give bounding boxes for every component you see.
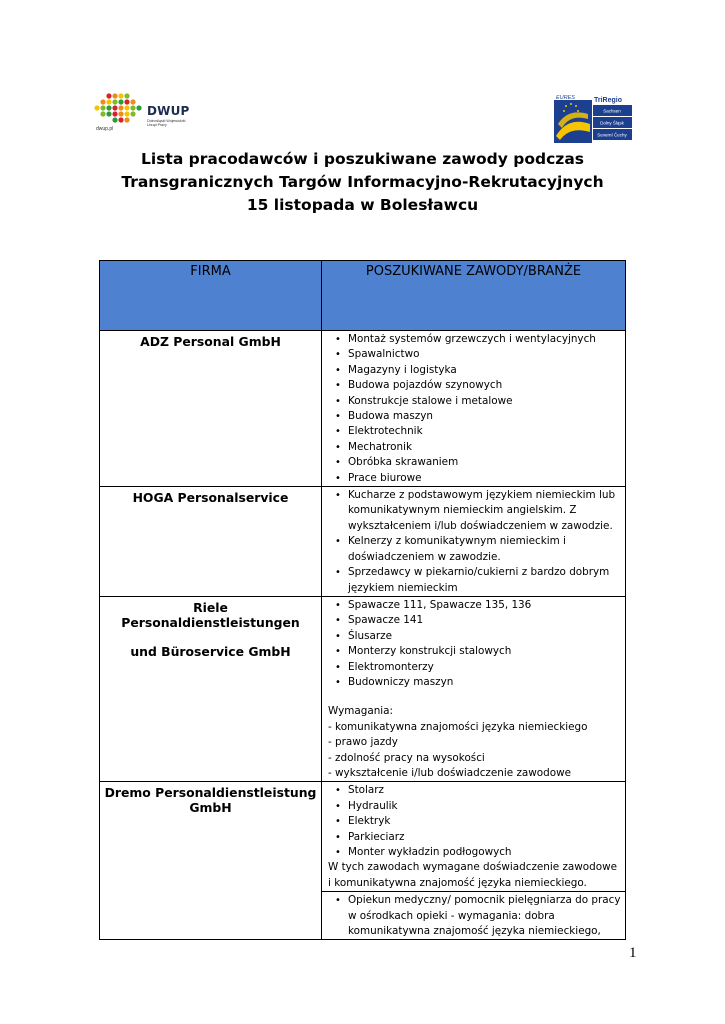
dwup-logo-name: DWUP (147, 104, 190, 118)
logo-dot (124, 117, 129, 122)
requirement-line: - komunikatywna znajomości języka niemieckiego (328, 720, 588, 733)
list-item: • Budowniczy maszyn (328, 675, 621, 690)
table-row (100, 782, 626, 892)
dwup-dots-icon (92, 92, 144, 126)
list-item: • Spawalnictwo (328, 347, 621, 362)
region-severni-cechy: Severní Čechy (597, 132, 627, 138)
list-item: • Kucharze z podstawowym językiem niemieckim lub komunikatywnym niemieckim angielskim. Z wykształceniem i/lub doświadczeniem w zawodzie. (328, 488, 621, 534)
list-item: • Obróbka skrawaniem (328, 455, 621, 470)
logo-dot (130, 111, 135, 116)
logo-dot (106, 99, 111, 104)
employers-table (99, 260, 626, 940)
list-item: • Budowa pojazdów szynowych (328, 378, 621, 393)
logo-dot (130, 99, 135, 104)
list-item: • Opiekun medyczny/ pomocnik pielęgniarza do pracy w ośrodkach opieki - wymagania: dobra komunikatywna znajomość języka niemieckiego, (328, 893, 621, 939)
header-zawody: POSZUKIWANE ZAWODY/BRANŻE (322, 261, 626, 331)
logo-dot (136, 105, 141, 110)
logo-dot (112, 99, 117, 104)
logo-dot (112, 111, 117, 116)
logo-dot (118, 93, 123, 98)
list-item: • Elektromonterzy (328, 660, 621, 675)
logo-dot (124, 111, 129, 116)
dwup-logo-subtitle: Dolnośląski Wojewódzki Urząd Pracy (147, 119, 186, 127)
list-item: • Montaż systemów grzewczych i wentylacyjnych (328, 332, 621, 347)
list-item: • Elektryk (328, 814, 621, 829)
triregio-label: TriRegio (594, 97, 623, 104)
eures-label: EURES (556, 95, 575, 101)
title-line-2: Transgranicznych Targów Informacyjno-Rekrutacyjnych (121, 173, 604, 191)
logo-dot (100, 105, 105, 110)
list-item: • Hydraulik (328, 799, 621, 814)
occupations-adz-personal (322, 331, 626, 487)
logo-dot (106, 105, 111, 110)
occupations-riele (322, 596, 626, 781)
logo-dot (94, 105, 99, 110)
list-item: • Monterzy konstrukcji stalowych (328, 644, 621, 659)
list-item: • Ślusarze (328, 629, 621, 644)
page-number: 1 (629, 945, 637, 961)
logo-dot (118, 99, 123, 104)
list-item: • Spawacze 111, Spawacze 135, 136 (328, 598, 621, 613)
logo-dot (118, 117, 123, 122)
list-item: • Mechatronik (328, 440, 621, 455)
list-item: • Magazyny i logistyka (328, 363, 621, 378)
dremo-note: W tych zawodach wymagane doświadczenie zawodowe i komunikatywna znajomość języka niemieckiego. (328, 861, 617, 889)
firm-riele-line-1: Riele Personaldienstleistungen (121, 599, 300, 630)
firm-dremo: Dremo Personaldienstleistung GmbH (100, 782, 322, 940)
title-line-1: Lista pracodawców i poszukiwane zawody podczas (141, 150, 584, 168)
table-row (100, 331, 626, 487)
logo-dot (112, 117, 117, 122)
logo-dot (124, 105, 129, 110)
region-sachsen: Sachsen (603, 108, 621, 114)
list-item: • Prace biurowe (328, 471, 621, 486)
requirement-line: - zdolność pracy na wysokości (328, 751, 485, 764)
logo-dot (118, 111, 123, 116)
logo-dot (118, 105, 123, 110)
logo-dot (100, 99, 105, 104)
list-item: • Konstrukcje stalowe i metalowe (328, 394, 621, 409)
logo-dot (124, 99, 129, 104)
table-row (100, 487, 626, 597)
eures-triregio-logo (554, 94, 632, 144)
list-item: • Monter wykładzin podłogowych (328, 845, 621, 860)
firm-riele (100, 596, 322, 781)
list-item: • Elektrotechnik (328, 424, 621, 439)
firm-adz-personal: ADZ Personal GmbH (100, 331, 322, 487)
table-header-row (100, 261, 626, 331)
table-row (100, 596, 626, 781)
requirements-title: Wymagania: (328, 705, 394, 718)
requirement-line: - prawo jazdy (328, 736, 398, 749)
region-dolny-slask: Dolny Śląsk (600, 120, 624, 126)
list-item: • Kelnerzy z komunikatywnym niemieckim i doświadczeniem w zawodzie. (328, 534, 621, 565)
occupations-dremo (322, 782, 626, 892)
requirement-line: - wykształcenie i/lub doświadczenie zawodowe (328, 766, 571, 779)
title-line-3: 15 listopada w Bolesławcu (246, 196, 479, 214)
firm-riele-line-2: und Büroservice GmbH (130, 643, 291, 659)
header-firma: FIRMA (100, 261, 322, 331)
document-title (100, 148, 625, 217)
logo-dot (124, 93, 129, 98)
logo-dot (106, 93, 111, 98)
logo-dot (106, 111, 111, 116)
logo-dot (130, 105, 135, 110)
logo-dot (100, 111, 105, 116)
logo-dot (112, 105, 117, 110)
logo-dot (112, 93, 117, 98)
occupations-hoga (322, 487, 626, 597)
list-item: • Sprzedawcy w piekarnio/cukierni z bardzo dobrym językiem niemieckim (328, 565, 621, 596)
list-item: • Spawacze 141 (328, 613, 621, 628)
dwup-logo-url: dwup.pl (96, 126, 114, 132)
occupations-dremo-medical (322, 892, 626, 940)
list-item: • Stolarz (328, 783, 621, 798)
list-item: • Parkieciarz (328, 830, 621, 845)
dwup-logo (92, 92, 202, 137)
firm-hoga-personalservice: HOGA Personalservice (100, 487, 322, 597)
list-item: • Budowa maszyn (328, 409, 621, 424)
